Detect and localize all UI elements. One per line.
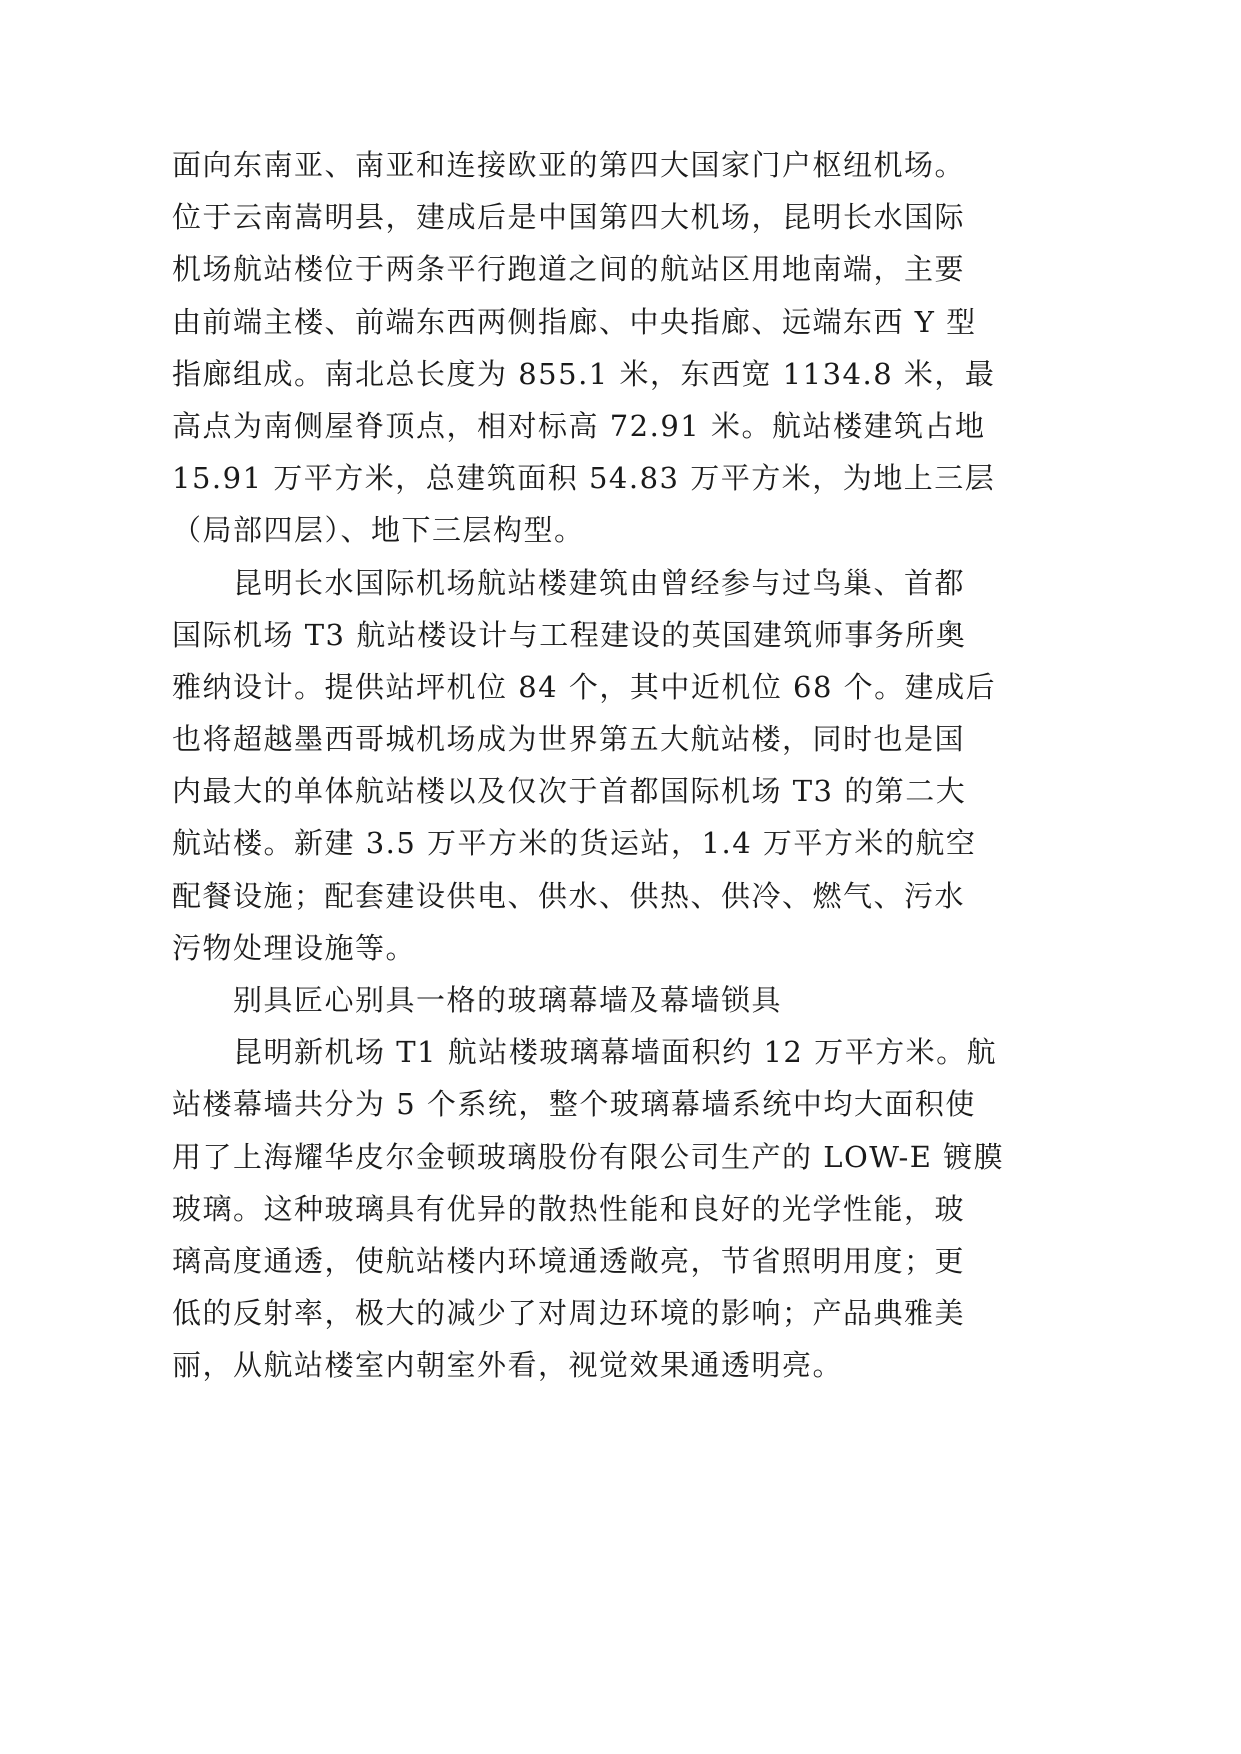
paragraph-terminal-design xyxy=(172,557,997,975)
text-line: 指廊组成。南北总长度为 855.1 米，东西宽 1134.8 米，最 xyxy=(172,356,996,391)
text-line: 玻璃。这种玻璃具有优异的散热性能和良好的光学性能，玻 xyxy=(172,1191,966,1226)
text-line: 航站楼。新建 3.5 万平方米的货运站，1.4 万平方米的航空 xyxy=(172,826,977,861)
text-line: 高点为南侧屋脊顶点，相对标高 72.91 米。航站楼建筑占地 xyxy=(172,408,986,443)
text-line: 璃高度通透，使航站楼内环境通透敞亮，节省照明用度；更 xyxy=(172,1243,966,1278)
text-line: 由前端主楼、前端东西两侧指廊、中央指廊、远端东西 Y 型 xyxy=(172,304,977,339)
text-line: 昆明长水国际机场航站楼建筑由曾经参与过鸟巢、首都 xyxy=(233,565,966,600)
text-line: 配餐设施；配套建设供电、供水、供热、供冷、燃气、污水 xyxy=(172,878,966,913)
text-line: 站楼幕墙共分为 5 个系统，整个玻璃幕墙系统中均大面积使 xyxy=(172,1087,976,1122)
text-line: 15.91 万平方米，总建筑面积 54.83 万平方米，为地上三层 xyxy=(172,461,996,496)
paragraph-glass-curtain-wall xyxy=(172,1026,1005,1391)
text-line: 丽，从航站楼室内朝室外看，视觉效果通透明亮。 xyxy=(172,1348,844,1383)
text-line: 国际机场 T3 航站楼设计与工程建设的英国建筑师事务所奥 xyxy=(172,617,967,652)
document-body xyxy=(172,139,1005,1392)
text-line: （局部四层）、地下三层构型。 xyxy=(172,513,585,548)
text-line: 也将超越墨西哥城机场成为世界第五大航站楼，同时也是国 xyxy=(172,722,966,757)
text-line: 机场航站楼位于两条平行跑道之间的航站区用地南端，主要 xyxy=(172,252,966,287)
text-line: 污物处理设施等。 xyxy=(172,930,417,965)
text-line: 面向东南亚、南亚和连接欧亚的第四大国家门户枢纽机场。 xyxy=(172,148,966,182)
text-line: 昆明新机场 T1 航站楼玻璃幕墙面积约 12 万平方米。航 xyxy=(233,1035,998,1070)
text-line: 位于云南嵩明县，建成后是中国第四大机场，昆明长水国际 xyxy=(172,200,966,235)
section-heading-text: 别具匠心别具一格的玻璃幕墙及幕墙锁具 xyxy=(233,983,783,1017)
text-line: 雅纳设计。提供站坪机位 84 个，其中近机位 68 个。建成后 xyxy=(172,669,997,704)
text-line: 低的反射率，极大的减少了对周边环境的影响；产品典雅美 xyxy=(172,1296,966,1331)
paragraph-airport-overview xyxy=(172,139,996,557)
text-line: 内最大的单体航站楼以及仅次于首都国际机场 T3 的第二大 xyxy=(172,774,967,809)
text-line: 用了上海耀华皮尔金顿玻璃股份有限公司生产的 LOW-E 镀膜 xyxy=(172,1139,1005,1174)
section-heading xyxy=(172,974,972,1026)
